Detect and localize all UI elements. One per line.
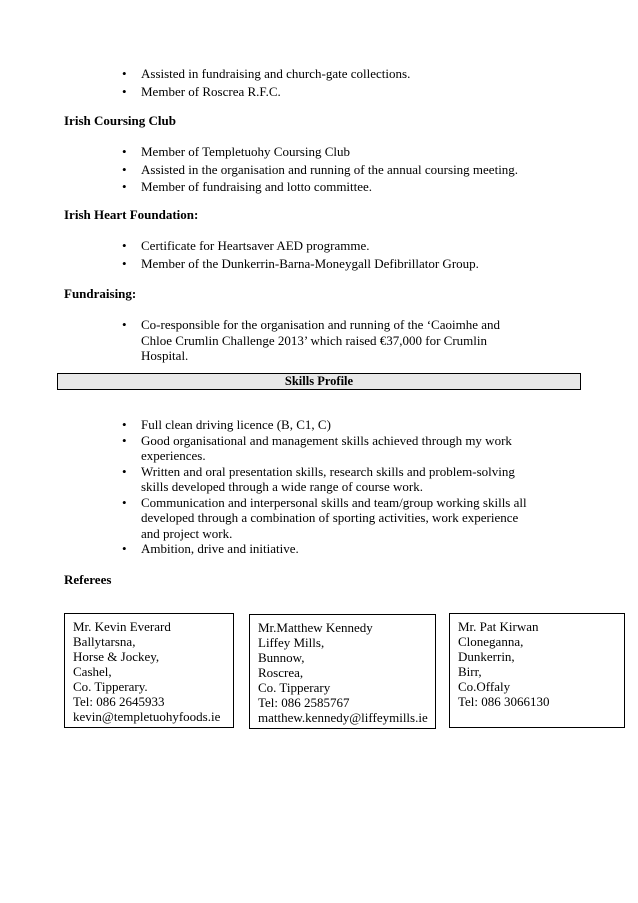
list-item: • Communication and interpersonal skills and team/group working skills all developed through a combination of sporting activities, work experience and project work. xyxy=(122,495,532,542)
community-list xyxy=(122,66,562,99)
list-item: • Written and oral presentation skills, research skills and problem-solving skills developed through a wide range of course work. xyxy=(122,464,532,495)
referee-phone: Tel: 086 3066130 xyxy=(458,694,550,709)
skills-list xyxy=(122,417,532,557)
referee-phone: Tel: 086 2585767 xyxy=(258,695,350,710)
fundraising-list xyxy=(122,317,527,364)
referee-phone: Tel: 086 2645933 xyxy=(73,694,165,709)
list-item: • Ambition, drive and initiative. xyxy=(122,541,532,557)
referee-address-line: Horse & Jockey, xyxy=(73,649,160,664)
referee-address-line: Bunnow, xyxy=(258,650,305,665)
list-item: • Certificate for Heartsaver AED programme. xyxy=(122,238,562,254)
referee-address-line: Cashel, xyxy=(73,664,112,679)
referee-address-line: Ballytarsna, xyxy=(73,634,136,649)
referee-name: Mr. Pat Kirwan xyxy=(458,619,539,634)
referee-name: Mr. Kevin Everard xyxy=(73,619,171,634)
referee-address-line: Co.Offaly xyxy=(458,679,511,694)
referee-card xyxy=(249,614,436,729)
section-heading-coursing: Irish Coursing Club xyxy=(64,113,176,128)
skills-profile-header: Skills Profile xyxy=(57,373,581,390)
referee-address-line: Cloneganna, xyxy=(458,634,524,649)
list-item: • Member of Templetuohy Coursing Club xyxy=(122,144,562,160)
referee-address-line: Birr, xyxy=(458,664,482,679)
referee-name: Mr.Matthew Kennedy xyxy=(258,620,373,635)
referee-address-line: Co. Tipperary xyxy=(258,680,331,695)
section-heading-heart: Irish Heart Foundation: xyxy=(64,207,199,222)
referee-address-line: Roscrea, xyxy=(258,665,304,680)
referee-address-line: Co. Tipperary. xyxy=(73,679,148,694)
list-item: • Full clean driving licence (B, C1, C) xyxy=(122,417,532,433)
referee-email: kevin@templetuohyfoods.ie xyxy=(73,709,221,724)
list-item: • Assisted in fundraising and church-gate collections. xyxy=(122,66,562,82)
referee-email: matthew.kennedy@liffeymills.ie xyxy=(258,710,428,725)
list-item: • Member of fundraising and lotto committee. xyxy=(122,179,562,195)
referee-address-line: Liffey Mills, xyxy=(258,635,325,650)
heart-list xyxy=(122,238,562,271)
coursing-list xyxy=(122,144,562,195)
referee-card xyxy=(64,613,234,728)
referee-address-line: Dunkerrin, xyxy=(458,649,515,664)
list-item: • Member of Roscrea R.F.C. xyxy=(122,84,562,100)
list-item: • Good organisational and management skills achieved through my work experiences. xyxy=(122,433,532,464)
list-item: • Co-responsible for the organisation and running of the ‘Caoimhe and Chloe Crumlin Challenge 2013’ which raised €37,000 for Crumlin Hospital. xyxy=(122,317,527,364)
list-item: • Assisted in the organisation and running of the annual coursing meeting. xyxy=(122,162,562,178)
referee-card xyxy=(449,613,625,728)
list-item: • Member of the Dunkerrin-Barna-Moneygall Defibrillator Group. xyxy=(122,256,562,272)
section-heading-referees: Referees xyxy=(64,572,112,587)
section-heading-fundraising: Fundraising: xyxy=(64,286,137,301)
